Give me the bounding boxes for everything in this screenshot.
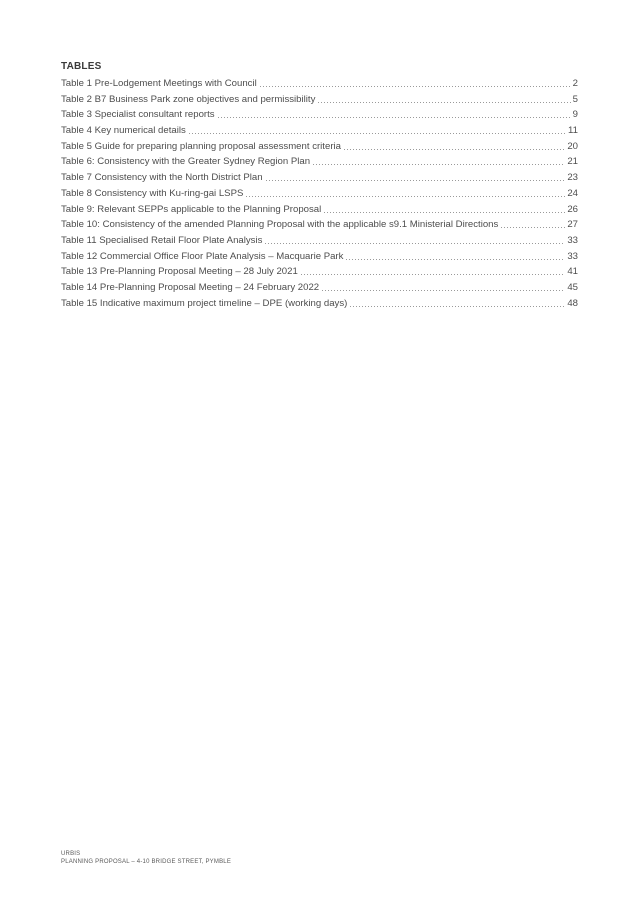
dot-leader: [317, 94, 570, 104]
toc-link[interactable]: [61, 234, 578, 247]
dot-leader: [312, 156, 565, 166]
toc-entry-page: 9: [572, 109, 578, 121]
toc-entry-page: 11: [568, 125, 578, 137]
dot-leader: [264, 235, 565, 245]
toc-entry-title: Table 9: Relevant SEPPs applicable to the Planning Proposal: [61, 203, 322, 215]
dot-leader: [259, 78, 571, 88]
toc-entry-title: Table 2 B7 Business Park zone objectives and permissibility: [61, 93, 316, 105]
toc-entry-title: Table 15 Indicative maximum project timeline – DPE (working days): [61, 297, 348, 309]
dot-leader: [323, 204, 565, 214]
toc-link[interactable]: [61, 140, 578, 153]
toc-list: [61, 77, 578, 310]
toc-entry[interactable]: [61, 124, 578, 137]
toc-entry-title: Table 8 Consistency with Ku-ring-gai LSPS: [61, 187, 244, 199]
toc-entry[interactable]: [61, 93, 578, 106]
toc-link[interactable]: [61, 218, 578, 231]
toc-link[interactable]: [61, 250, 578, 263]
toc-link[interactable]: [61, 187, 578, 200]
toc-link[interactable]: [61, 297, 578, 310]
toc-entry-page: 33: [567, 234, 578, 246]
toc-entry[interactable]: [61, 187, 578, 200]
toc-entry-title: Table 5 Guide for preparing planning proposal assessment criteria: [61, 140, 341, 152]
toc-link[interactable]: [61, 203, 578, 216]
toc-entry[interactable]: [61, 108, 578, 121]
toc-entry-title: Table 6: Consistency with the Greater Sydney Region Plan: [61, 156, 311, 168]
toc-entry-title: Table 14 Pre-Planning Proposal Meeting – 24 February 2022: [61, 281, 320, 293]
toc-link[interactable]: [61, 265, 578, 278]
footer-company: URBIS: [61, 851, 81, 857]
toc-link[interactable]: [61, 93, 578, 106]
toc-entry-title: Table 12 Commercial Office Floor Plate Analysis – Macquarie Park: [61, 250, 344, 262]
toc-entry-page: 21: [567, 156, 578, 168]
toc-link[interactable]: [61, 77, 578, 90]
dot-leader: [500, 219, 565, 229]
toc-entry-page: 2: [572, 78, 578, 89]
toc-entry-title: Table 4 Key numerical details: [61, 125, 186, 137]
toc-entry[interactable]: [61, 281, 578, 294]
table-of-contents: [61, 60, 578, 312]
dot-leader: [345, 251, 565, 261]
toc-link[interactable]: [61, 108, 578, 121]
toc-entry[interactable]: [61, 250, 578, 263]
toc-entry[interactable]: [61, 265, 578, 278]
toc-entry-title: Table 10: Consistency of the amended Planning Proposal with the applicable s9.1 Ministerial Directions: [61, 219, 499, 231]
toc-entry[interactable]: [61, 297, 578, 310]
toc-link[interactable]: [61, 155, 578, 168]
page-footer: [61, 850, 231, 866]
toc-link[interactable]: [61, 124, 578, 137]
toc-entry[interactable]: [61, 140, 578, 153]
toc-entry-title: Table 11 Specialised Retail Floor Plate Analysis: [61, 234, 263, 246]
toc-entry-title: Table 1 Pre-Lodgement Meetings with Council: [61, 78, 257, 89]
toc-entry-page: 24: [567, 187, 578, 199]
toc-link[interactable]: [61, 281, 578, 294]
toc-entry-page: 45: [567, 281, 578, 293]
toc-entry-page: 27: [567, 219, 578, 231]
dot-leader: [300, 266, 566, 276]
toc-entry[interactable]: [61, 218, 578, 231]
dot-leader: [321, 282, 565, 292]
toc-entry-title: Table 7 Consistency with the North District Plan: [61, 172, 263, 184]
toc-entry[interactable]: [61, 234, 578, 247]
toc-entry-page: 41: [567, 266, 578, 278]
toc-entry-page: 23: [567, 172, 578, 184]
toc-entry-page: 26: [567, 203, 578, 215]
dot-leader: [343, 141, 565, 151]
footer-document-title: PLANNING PROPOSAL – 4-10 BRIDGE STREET, PYMBLE: [61, 859, 232, 865]
toc-entry[interactable]: [61, 171, 578, 184]
dot-leader: [217, 109, 571, 119]
dot-leader: [349, 298, 565, 308]
section-heading: TABLES: [61, 61, 102, 72]
toc-link[interactable]: [61, 171, 578, 184]
toc-entry-page: 48: [567, 297, 578, 309]
dot-leader: [245, 188, 565, 198]
toc-entry-title: Table 13 Pre-Planning Proposal Meeting – 28 July 2021: [61, 266, 298, 278]
dot-leader: [265, 172, 566, 182]
toc-entry-page: 33: [567, 250, 578, 262]
toc-entry[interactable]: [61, 155, 578, 168]
toc-entry-page: 20: [567, 140, 578, 152]
toc-entry[interactable]: [61, 77, 578, 90]
toc-entry[interactable]: [61, 203, 578, 216]
toc-entry-title: Table 3 Specialist consultant reports: [61, 109, 215, 121]
toc-entry-page: 5: [572, 93, 578, 105]
dot-leader: [188, 125, 566, 135]
